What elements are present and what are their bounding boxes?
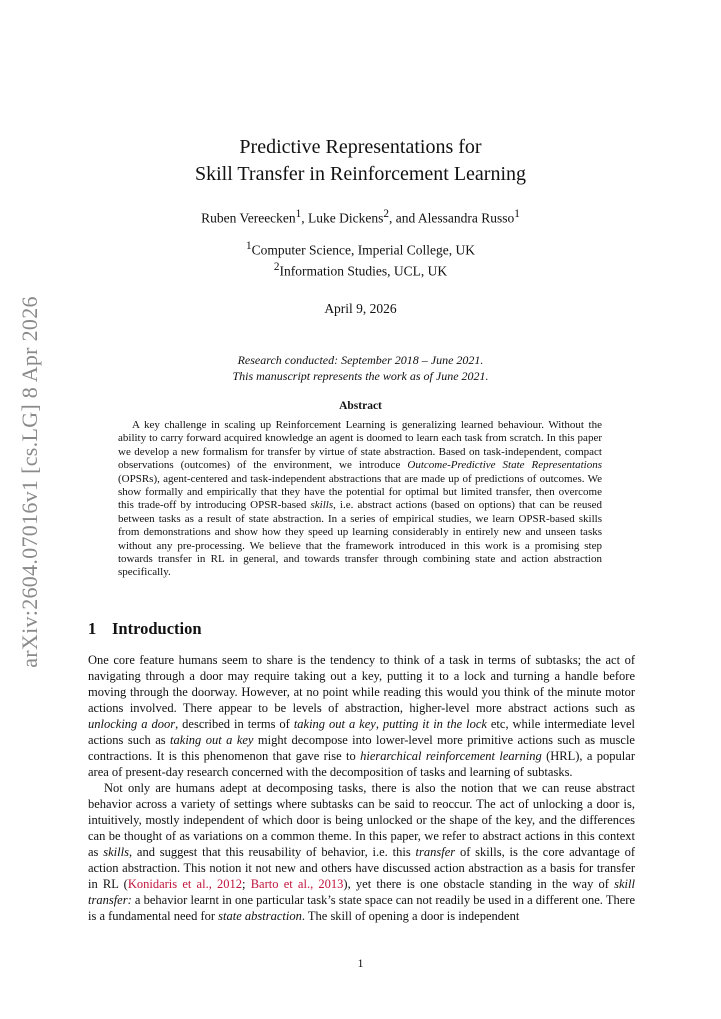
affiliation-text: Computer Science, Imperial College, UK xyxy=(251,242,476,258)
emphasis: skill transfer: xyxy=(88,877,635,907)
paragraph xyxy=(88,780,635,924)
affiliations xyxy=(0,238,721,279)
text-run: . The skill of opening a door is independent xyxy=(301,909,520,923)
text-run: Not only are humans adept at decomposing tasks, there is also the notion that we can reuse abstract behavior across a variety of settings where subtasks can be said to reoccur. The act of unlocking a door is, intuitively, mostly independent of which door is being unlocked or the shape of the key, and the differences can be thought of as variations on a common theme. In this paper, we refer to abstract actions in this context as xyxy=(88,781,635,859)
abstract-text: A key challenge in scaling up Reinforcement Learning is generalizing learned behaviour. Without the ability to carry forward acquired knowledge an agent is doomed to learn each task from scratch. In this paper we develop a new formalism for transfer by virtue of state abstraction. Based on task-independent, compact observations (outcomes) of the environment, we introduce xyxy=(118,419,602,472)
affiliation-line xyxy=(0,259,721,280)
emphasis: putting it in the lock xyxy=(382,717,487,731)
introduction-body xyxy=(88,652,635,924)
text-run: One core feature humans seem to share is the tendency to think of a task in terms of subtasks; the act of navigating through a door may require taking out a key, putting it to a lock and turning a handle before moving through the doorway. However, at no point while reading this would you think of the minute motor actions involved. There appear to be levels of abstraction, higher-level more abstract actions such as xyxy=(88,653,635,715)
abstract-body xyxy=(118,419,602,580)
text-run: ; xyxy=(242,877,251,891)
text-run: of skills, is the core advantage of action abstraction. This notion it not new and others have discussed action abstraction as a basis for transfer in RL ( xyxy=(88,845,636,891)
affiliation-line xyxy=(0,238,721,259)
emphasis: transfer xyxy=(415,845,456,859)
citation-link[interactable]: Konidaris et al., 2012 xyxy=(127,877,243,891)
affiliation-marker: 1 xyxy=(295,208,302,220)
author-name: Luke Dickens xyxy=(308,210,384,226)
affiliation-marker: 1 xyxy=(245,240,252,252)
title-line-1: Predictive Representations for xyxy=(239,136,482,158)
affiliation-marker: 1 xyxy=(514,208,520,220)
author-separator: , xyxy=(301,210,309,226)
emphasis: skills xyxy=(103,845,129,859)
abstract-text: (OPSRs), agent-centered and task-independent abstractions that are made up of predictions of outcomes. We show formally and empirically that they have the potential for optimal but limited transfer, then overcome this trade-off by introducing OPSR-based xyxy=(118,472,602,512)
section-heading xyxy=(88,619,202,639)
affiliation-marker: 2 xyxy=(383,208,390,220)
emphasis: state abstraction xyxy=(218,909,302,923)
paragraph xyxy=(88,652,635,780)
affiliation-text: Information Studies, UCL, UK xyxy=(279,263,448,278)
emphasis: hierarchical reinforcement learning xyxy=(360,749,542,763)
research-note-line: This manuscript represents the work as of June 2021. xyxy=(232,369,489,383)
arxiv-id-text: arXiv:2604.07016v1 [cs.LG] 8 Apr 2026 xyxy=(17,295,42,668)
text-run: (HRL), a popular area of present-day research concerned with the decomposition of tasks and learning of subtasks. xyxy=(88,749,635,779)
abstract-emphasis: Outcome-Predictive State Representations xyxy=(407,459,603,472)
emphasis: unlocking a door xyxy=(88,717,176,731)
emphasis: taking out a key xyxy=(293,717,376,731)
author-separator: , and xyxy=(389,210,418,226)
abstract-emphasis: skills xyxy=(310,499,334,512)
text-run: , described in terms of xyxy=(175,717,294,731)
text-run: a behavior learnt in one particular task’s state space can not readily be used in a different one. There is a fundamental need for xyxy=(88,893,635,923)
text-run: ), yet there is one obstacle standing in the way of xyxy=(343,877,615,891)
text-run: , and suggest that this reusability of behavior, i.e. this xyxy=(128,845,416,859)
affiliation-marker: 2 xyxy=(273,260,280,273)
paper-title xyxy=(0,134,721,188)
author-name: Alessandra Russo xyxy=(417,210,515,226)
text-run: , xyxy=(375,717,383,731)
emphasis: taking out a key xyxy=(170,733,254,747)
text-run: etc, while intermediate level actions such as xyxy=(88,717,635,747)
section-number: 1 xyxy=(88,619,97,638)
section-title: Introduction xyxy=(112,619,202,638)
paper-date: April 9, 2026 xyxy=(324,301,397,316)
abstract-heading: Abstract xyxy=(339,400,382,412)
research-note xyxy=(0,352,721,384)
title-line-2: Skill Transfer in Reinforcement Learning xyxy=(194,163,527,185)
abstract-text: , i.e. abstract actions (based on options) that can be reused between tasks as a result of state abstraction. In a series of empirical studies, we learn OPSR-based skills from demonstrations and show how they speed up learning considerably in entirely new and unseen tasks without any pre-processing. We believe that the framework introduced in this work is a promising step towards transfer in RL in general, and towards transfer through combining state and action abstraction specifically. xyxy=(118,499,603,579)
page-number: 1 xyxy=(357,956,364,970)
citation-link[interactable]: Barto et al., 2013 xyxy=(250,877,344,891)
author-name: Ruben Vereecken xyxy=(201,210,296,226)
research-note-line: Research conducted: September 2018 – June 2021. xyxy=(237,353,484,367)
text-run: might decompose into lower-level more primitive actions such as muscle contractions. It is this phenomenon that gave rise to xyxy=(88,733,635,763)
author-list xyxy=(0,208,721,227)
